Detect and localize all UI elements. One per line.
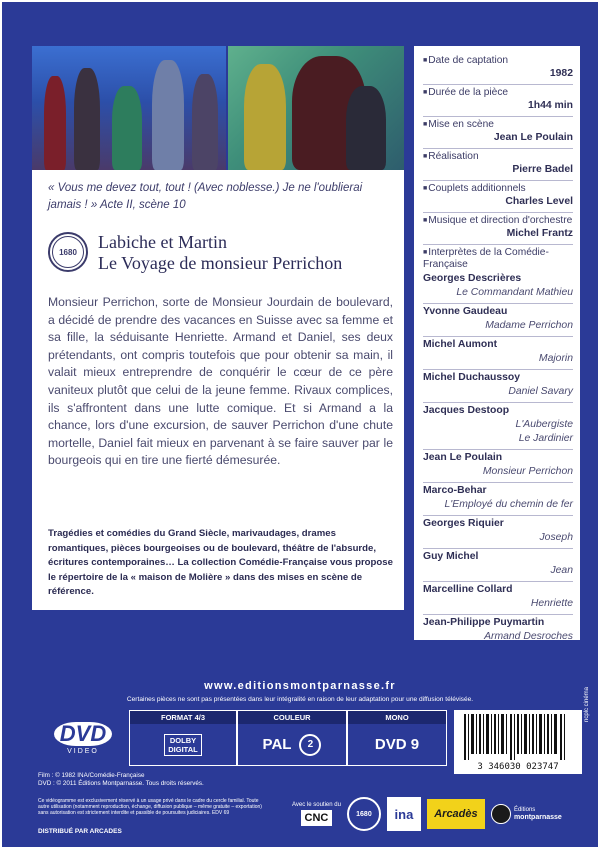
side-mark: ncplc cinéma (584, 686, 590, 722)
play-authors: Labiche et Martin (98, 232, 227, 252)
publisher-url[interactable]: www.editionsmontparnasse.fr (204, 680, 396, 692)
actor-role: Joseph (539, 532, 573, 543)
actor-role: Le Commandant Mathieu (456, 287, 573, 298)
collection-blurb: Tragédies et comédies du Grand Siècle, marivaudages, drames romantiques, pièces bourgeoises ou de boulevard, théâtre de l'absurde, écritures contemporaines… La collection Comédie-Française vous propose le répertoire de la « maison de Molière » dans des mises en scène de référence. (48, 528, 393, 597)
actor-role: Madame Perrichon (485, 320, 573, 331)
credit-label: ■ Durée de la pièce (423, 87, 573, 99)
play-name: Le Voyage de monsieur Perrichon (98, 253, 343, 273)
cast-label: ■ Interprètes de la Comédie-Française (423, 247, 573, 271)
distributor: DISTRIBUÉ PAR ARCADES (38, 828, 122, 835)
color-spec: COULEUR PAL 2 (237, 710, 347, 766)
credit-value: Jean Le Poulain (493, 132, 573, 143)
actor-name: Jean Le Poulain (423, 452, 503, 463)
cast-item (423, 516, 573, 549)
comedie-francaise-logo: 1680 (347, 797, 381, 831)
cnc-logo: CNC (301, 810, 333, 826)
scene-photo-right (228, 46, 404, 170)
cast-item (423, 370, 573, 403)
barcode (454, 710, 582, 774)
credit-label: ■ Couplets additionnels (423, 183, 573, 195)
support-label: Avec le soutien du (292, 802, 341, 808)
credit-value: 1h44 min (527, 100, 573, 111)
actor-name: Georges Descrières (423, 273, 522, 284)
credit-item (423, 151, 573, 177)
partner-logos (292, 797, 562, 831)
actor-name: Yvonne Gaudeau (423, 306, 508, 317)
credit-value: Michel Frantz (506, 228, 573, 239)
scene-photo-left (32, 46, 226, 170)
credit-item (423, 87, 573, 113)
barcode-number: 3 346030 023747 (477, 762, 559, 772)
actor-role-2: Le Jardinier (518, 433, 573, 444)
editions-montparnasse-logo: Éditions montparnasse (491, 804, 562, 824)
cast-item (423, 271, 573, 304)
arcades-logo: Arcadès (427, 799, 485, 829)
play-summary: Monsieur Perrichon, sorte de Monsieur Jourdain de boulevard, a décidé de prendre des vacances en Suisse avec sa femme et sa fille, la séduisante Henriette. Armand et Daniel, ses deux prétendants, ont compris toutefois que pour obtenir sa main, il valait mieux entreprendre de conquérir le cœur de ce père vaniteux plutôt que celui de la jeune femme. Rivaux complices, ils s'affrontent dans une lutte comique. Et si Armand a la chance, lors d'une excursion, de sauver Perrichon d'une chute mortelle, Daniel fait mieux en parvenant à se faire sauver par le bourgeois qui en tire une fierté démesurée. (48, 295, 393, 468)
dolby-digital-icon: DOLBY DIGITAL (164, 734, 201, 756)
audio-spec: MONO DVD 9 (347, 710, 447, 766)
actor-name: Georges Riquier (423, 518, 504, 529)
credit-item (423, 55, 573, 81)
play-quote: « Vous me devez tout, tout ! (Avec noblesse.) Je ne l'oublierai jamais ! » Acte II, scène 10 (48, 182, 363, 211)
em-icon (491, 804, 511, 824)
credit-item (423, 215, 573, 241)
barcode-icon (454, 714, 582, 764)
format-spec: FORMAT 4/3 DOLBY DIGITAL (129, 710, 237, 766)
photo-strip (32, 46, 404, 170)
cast-item (423, 403, 573, 450)
actor-name: Guy Michel (423, 551, 479, 562)
actor-role: Daniel Savary (508, 386, 573, 397)
credits-panel (414, 46, 580, 640)
credit-label: ■ Musique et direction d'orchestre (423, 215, 573, 227)
comedie-francaise-seal-icon: 1680 (48, 232, 88, 272)
copyright: Film : © 1982 INA/Comédie-Française DVD : © 2011 Éditions Montparnasse. Tous droits réservés. (38, 772, 204, 788)
pal-label: PAL (262, 736, 292, 753)
cast-item (423, 549, 573, 582)
dvd-back-cover (2, 2, 598, 847)
credit-item (423, 183, 573, 209)
disc-type: DVD 9 (374, 736, 420, 753)
actor-role: Majorin (538, 353, 573, 364)
actor-name: Marco-Behar (423, 485, 487, 496)
cast-item (423, 337, 573, 370)
usage-notice: Ce vidéogramme est exclusivement réservé à un usage privé dans le cadre du cercle familial. Toute autre utilisation (notamment reproduction, échange, diffusion publique – même gratuite – exportation) sans autorisation est strictement interdite et passible de poursuites judiciaires. EDV 69 (38, 798, 262, 817)
credit-value: 1982 (549, 68, 573, 79)
actor-role: Armand Desroches (484, 631, 573, 642)
actor-role: L'Aubergiste (515, 419, 573, 430)
actor-name: Michel Duchaussoy (423, 372, 521, 383)
cast-item (423, 615, 573, 647)
dvd-video-logo: DVD VIDEO (37, 710, 129, 766)
region-globe-icon: 2 (299, 734, 321, 756)
ina-logo: ina (387, 797, 421, 831)
actor-name: Jean-Philippe Puymartin (423, 617, 545, 628)
cast-item (423, 582, 573, 615)
credit-item (423, 119, 573, 145)
cast-item (423, 304, 573, 337)
cast-item (423, 483, 573, 516)
actor-name: Jacques Destoop (423, 405, 510, 416)
credit-label: ■ Date de captation (423, 55, 573, 67)
actor-role: Jean (550, 565, 573, 576)
credit-label: ■ Mise en scène (423, 119, 573, 131)
actor-role: L'Employé du chemin de fer (444, 499, 573, 510)
description-panel (32, 170, 404, 610)
credit-label: ■ Réalisation (423, 151, 573, 163)
broadcast-disclaimer: Certaines pièces ne sont pas présentées dans leur intégralité en raison de leur adaptation pour une diffusion télévisée. (126, 696, 474, 703)
actor-name: Michel Aumont (423, 339, 498, 350)
actor-role: Monsieur Perrichon (482, 466, 573, 477)
actor-name: Marcelline Collard (423, 584, 513, 595)
actor-role: Henriette (530, 598, 573, 609)
play-title (98, 232, 342, 274)
dvd-logo-icon: DVD (54, 722, 112, 746)
credit-value: Charles Level (505, 196, 573, 207)
cast-item (423, 450, 573, 483)
credit-value: Pierre Badel (512, 164, 573, 175)
